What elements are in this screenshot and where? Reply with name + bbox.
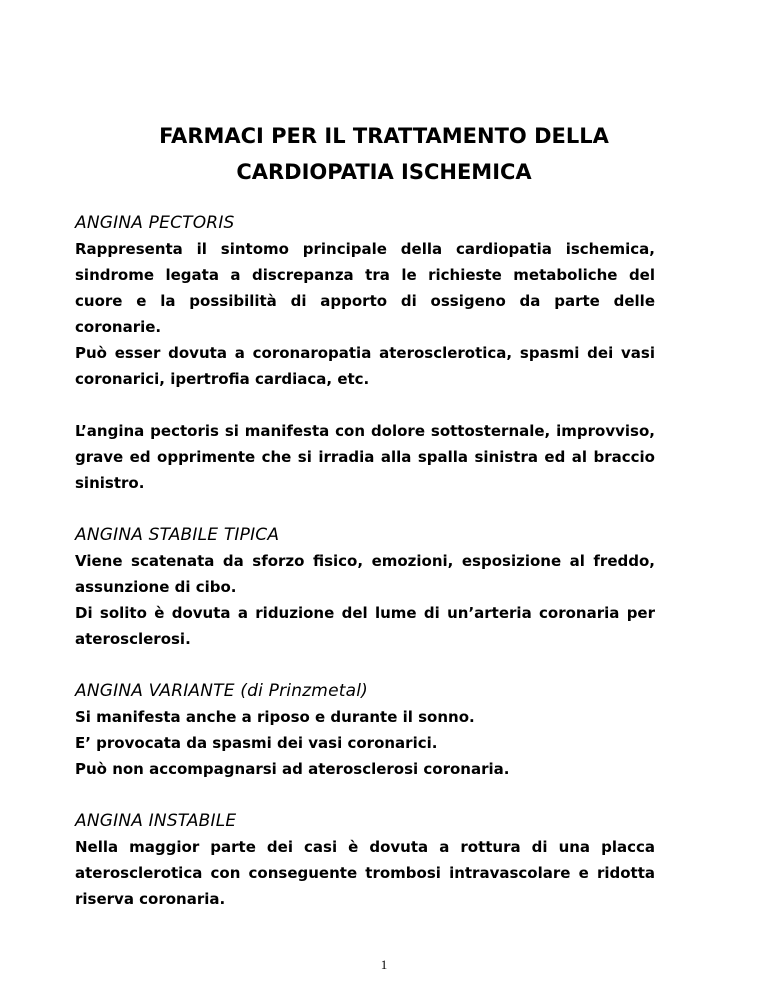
page-number: 1 xyxy=(380,957,388,972)
title-line-2: CARDIOPATIA ISCHEMICA xyxy=(236,160,532,184)
page-title xyxy=(0,118,768,190)
paragraph-angina-stabile-cause: Di solito è dovuta a riduzione del lume di un’arteria coronaria per aterosclerosi. xyxy=(75,604,655,648)
heading-angina-stabile: ANGINA STABILE TIPICA xyxy=(75,525,280,545)
paragraph-angina-pectoris-causes: Può esser dovuta a coronaropatia aterosclerotica, spasmi dei vasi coronarici, ipertrofia cardiaca, etc. xyxy=(75,344,655,388)
spacer xyxy=(75,782,655,808)
spacer xyxy=(75,392,655,418)
paragraph-angina-variante-note: Può non accompagnarsi ad aterosclerosi coronaria. xyxy=(75,760,510,778)
spacer xyxy=(75,652,655,678)
paragraph-angina-variante-cause: E’ provocata da spasmi dei vasi coronarici. xyxy=(75,734,438,752)
paragraph-angina-stabile-triggers: Viene scatenata da sforzo fisico, emozioni, esposizione al freddo, assunzione di cibo. xyxy=(75,552,655,596)
heading-angina-variante-main: ANGINA VARIANTE xyxy=(75,681,235,701)
title-line-1: FARMACI PER IL TRATTAMENTO DELLA xyxy=(159,124,609,148)
spacer xyxy=(75,496,655,522)
heading-angina-pectoris: ANGINA PECTORIS xyxy=(75,213,235,233)
heading-angina-instabile: ANGINA INSTABILE xyxy=(75,811,237,831)
paragraph-angina-pectoris-definition: Rappresenta il sintomo principale della cardiopatia ischemica, sindrome legata a discrepanza tra le richieste metaboliche del cuore e la possibilità di apporto di ossigeno da parte delle coronarie. xyxy=(75,240,655,336)
paragraph-angina-variante-onset: Si manifesta anche a riposo e durante il sonno. xyxy=(75,708,475,726)
heading-angina-variante-sub: (di Prinzmetal) xyxy=(234,681,368,701)
document-body xyxy=(75,210,655,912)
paragraph-angina-instabile-cause: Nella maggior parte dei casi è dovuta a rottura di una placca aterosclerotica con conseguente trombosi intravascolare e ridotta riserva coronaria. xyxy=(75,838,655,908)
heading-angina-variante xyxy=(75,678,655,704)
paragraph-angina-pectoris-symptoms: L’angina pectoris si manifesta con dolore sottosternale, improvviso, grave ed opprimente che si irradia alla spalla sinistra ed al braccio sinistro. xyxy=(75,422,655,492)
